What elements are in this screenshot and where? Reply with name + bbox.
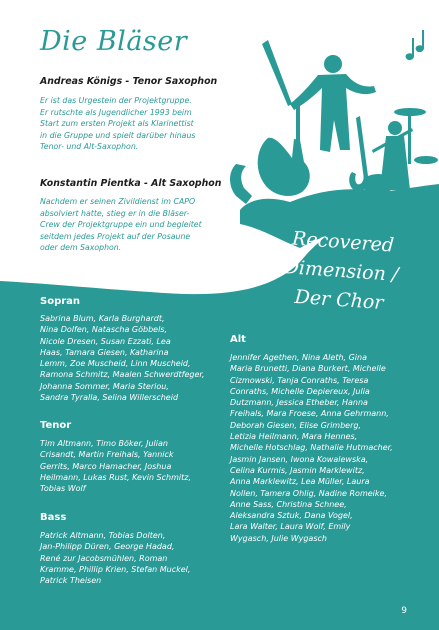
section-heading-alt: Alt xyxy=(230,334,246,345)
name-line: Conraths, Michelle Depiereux, Julia xyxy=(230,386,370,396)
name-line: Freihals, Mara Froese, Anna Gehrmann, xyxy=(230,409,389,419)
name-line: Cizmowski, Tanja Conraths, Teresa xyxy=(230,375,369,385)
section-heading-tenor: Tenor xyxy=(40,420,72,431)
bio-line: Start zum ersten Projekt als Klarinettist xyxy=(40,119,194,128)
musician-heading: Andreas Königs - Tenor Saxophon xyxy=(40,76,218,87)
name-line: Crisandt, Martin Freihals, Yannick xyxy=(40,450,174,460)
musician-bio xyxy=(40,196,202,254)
name-line: Tobias Wolf xyxy=(40,484,86,494)
bio-line: Tenor- und Alt-Saxophon. xyxy=(40,142,139,151)
name-line: Gerrits, Marco Hamacher, Joshua xyxy=(40,461,172,471)
name-line: Jennifer Agethen, Nina Aleth, Gina xyxy=(230,353,367,362)
name-line: Celina Kurmis, Jasmin Marklewitz, xyxy=(230,465,365,475)
name-line: Nollen, Tamera Ohlig, Nadine Romeike, xyxy=(230,488,387,498)
name-line: Kramme, Phillip Krien, Stefan Muckel, xyxy=(40,564,191,574)
name-line: Sabrina Blum, Karla Burghardt, xyxy=(40,314,165,323)
choir-title-line: Recovered xyxy=(291,227,395,257)
name-line: Jan-Philipp Düren, George Hadad, xyxy=(40,542,175,552)
names-tenor xyxy=(40,438,191,494)
name-line: Anne Sass, Christina Schnee, xyxy=(230,499,347,509)
name-line: Lara Walter, Laura Wolf, Emily xyxy=(230,522,351,532)
bio-line: Er rutschte als Jugendlicher 1993 beim xyxy=(40,107,192,117)
name-line: Patrick Altmann, Tobias Dolten, xyxy=(40,531,166,540)
choir-title-line: Der Chor xyxy=(293,285,385,315)
page-number: 9 xyxy=(401,606,407,616)
name-line: Nina Dolfen, Natascha Göbbels, xyxy=(40,325,168,335)
name-line: Haas, Tamara Giesen, Katharina xyxy=(40,347,169,357)
name-line: Heilmann, Lukas Rust, Kevin Schmitz, xyxy=(40,472,191,482)
name-line: René zur Jacobsmühlen, Roman xyxy=(40,553,168,563)
bio-line: in die Gruppe und spielt darüber hinaus xyxy=(40,130,196,140)
bio-line: Nachdem er seinen Zivildienst im CAPO xyxy=(40,197,196,206)
musician-bio xyxy=(40,95,195,153)
bio-line: absolviert hatte, stieg er in die Bläser- xyxy=(40,208,190,218)
name-line: Ramona Schmitz, Maalen Schwerdtfeger, xyxy=(40,370,205,380)
bio-line: Er ist das Urgestein der Projektgruppe. xyxy=(40,96,192,105)
bio-line: Crew der Projektgruppe ein und begleitet xyxy=(40,220,202,229)
name-line: Wygasch, Julie Wygasch xyxy=(230,533,327,543)
name-line: Sandra Tyralla, Selina Willerscheid xyxy=(40,393,179,403)
musician-heading: Konstantin Pientka - Alt Saxophon xyxy=(40,178,222,189)
name-line: Johanna Sommer, Maria Steriou, xyxy=(40,381,169,391)
name-line: Patrick Theisen xyxy=(40,576,102,586)
names-sopran xyxy=(40,313,204,403)
section-heading-sopran: Sopran xyxy=(40,296,81,307)
name-line: Deborah Giesen, Elise Grimberg, xyxy=(230,420,361,430)
name-line: Aleksandra Sztuk, Dana Vogel, xyxy=(230,511,353,521)
name-line: Maria Brunetti, Diana Burkert, Michelle xyxy=(230,364,386,374)
names-alt xyxy=(230,352,393,544)
name-line: Jasmin Jansen, Iwona Kowalewska, xyxy=(230,454,369,464)
name-line: Michelle Hotschlag, Nathalie Hutmacher, xyxy=(230,443,393,453)
names-bass xyxy=(40,530,190,586)
name-line: Letizia Heilmann, Mara Hennes, xyxy=(230,432,358,442)
name-line: Anna Marklewitz, Lea Müller, Laura xyxy=(230,477,370,487)
choir-title xyxy=(253,222,429,321)
bio-line: seitdem jedes Projekt auf der Posaune xyxy=(40,231,191,241)
bio-line: oder dem Saxophon. xyxy=(40,243,122,252)
choir-title-line: Dimension / xyxy=(283,256,400,286)
page-title: Die Bläser xyxy=(40,26,188,57)
name-line: Lemm, Zoe Muscheid, Linn Muscheid, xyxy=(40,359,191,369)
name-line: Tim Altmann, Timo Böker, Julian xyxy=(40,439,168,448)
section-heading-bass: Bass xyxy=(40,512,67,523)
name-line: Dutzmann, Jessica Etheber, Hanna xyxy=(230,398,368,408)
name-line: Nicole Dresen, Susan Ezzati, Lea xyxy=(40,336,171,346)
